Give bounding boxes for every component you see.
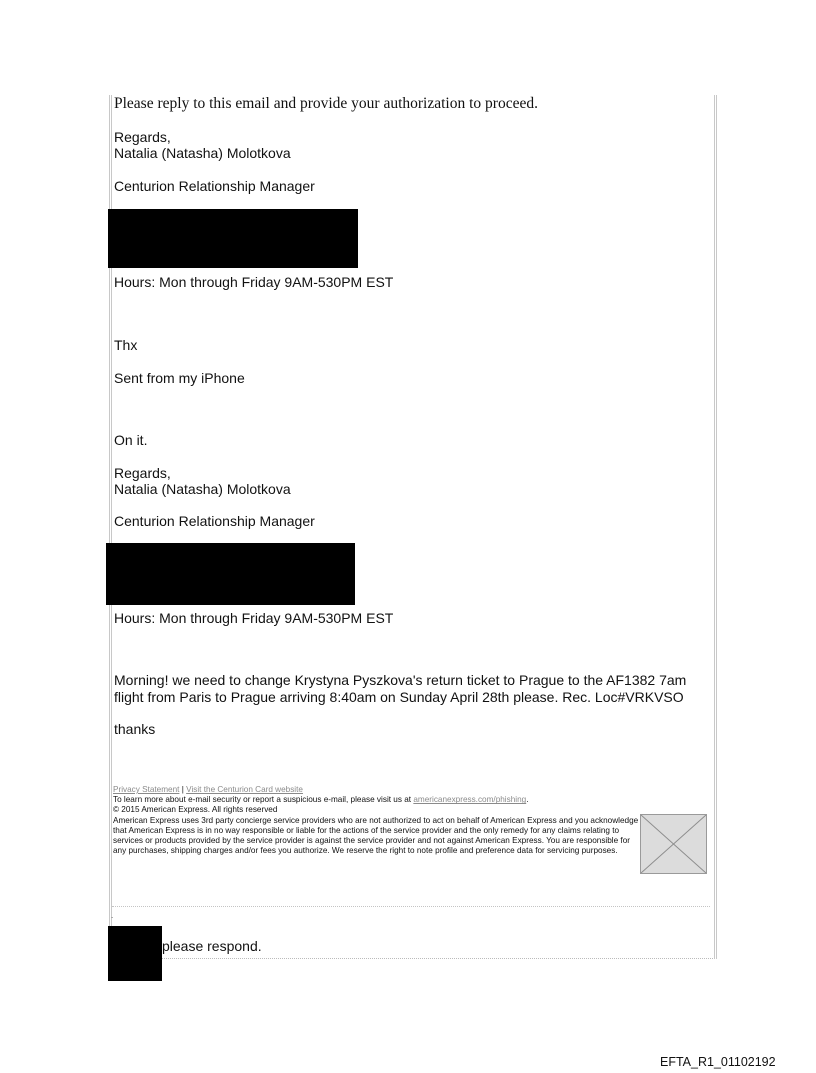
redaction-block <box>108 926 162 981</box>
request-line-1: Morning! we need to change Krystyna Pyszkova's return ticket to Prague to the AF1382 7am <box>114 672 687 688</box>
sent-from-text: Sent from my iPhone <box>114 370 245 386</box>
security-period: . <box>526 795 529 805</box>
separator-line <box>112 906 710 907</box>
request-line-2: flight from Paris to Prague arriving 8:40am on Sunday April 28th please. Rec. Loc#VRKVSO <box>114 689 684 705</box>
legal-disclaimer: American Express uses 3rd party concierge service providers who are not authorized to act on behalf of American Express and you acknowledge that American Express is in no way responsible or liable for the actions of the service provider and the only remedy for any claims relating to services or products provided by the service provider is against the service provider and not against American Express. You are responsible for any purchases, shipping charges and/or fees you authorize. We reserve the right to note profile and preference data for servicing purposes. <box>113 815 639 856</box>
sig1-hours: Hours: Mon through Friday 9AM-530PM EST <box>114 274 394 290</box>
redaction-block <box>108 209 358 268</box>
sig2-closing: Regards, <box>114 465 171 481</box>
security-text: To learn more about e-mail security or report a suspicious e-mail, please visit us at <box>113 795 412 805</box>
privacy-statement-link[interactable]: Privacy Statement <box>113 785 180 794</box>
sig1-name: Natalia (Natasha) Molotkova <box>114 145 291 161</box>
sig1-title: Centurion Relationship Manager <box>114 178 315 194</box>
sig2-name: Natalia (Natasha) Molotkova <box>114 481 291 497</box>
centurion-website-link[interactable]: Visit the Centurion Card website <box>186 785 303 794</box>
separator-dot: . <box>111 911 114 920</box>
footer-link-separator: | <box>181 785 184 794</box>
message-on-it: On it. <box>114 432 148 448</box>
email-footer <box>113 785 713 856</box>
document-id: EFTA_R1_01102192 <box>660 1055 776 1069</box>
message-thx: Thx <box>114 337 138 353</box>
copyright-text: © 2015 American Express. All rights reserved <box>113 805 278 815</box>
sig1-closing: Regards, <box>114 129 171 145</box>
phishing-link[interactable]: americanexpress.com/phishing <box>413 795 527 805</box>
broken-image-placeholder <box>640 814 707 874</box>
sig2-hours: Hours: Mon through Friday 9AM-530PM EST <box>114 610 394 626</box>
image-placeholder-icon <box>641 815 706 873</box>
please-respond-text: please respond. <box>162 938 262 954</box>
thanks-text: thanks <box>114 721 156 737</box>
sig2-title: Centurion Relationship Manager <box>114 513 315 529</box>
reply-request-text: Please reply to this email and provide your authorization to proceed. <box>114 95 538 112</box>
redaction-block <box>106 543 355 605</box>
